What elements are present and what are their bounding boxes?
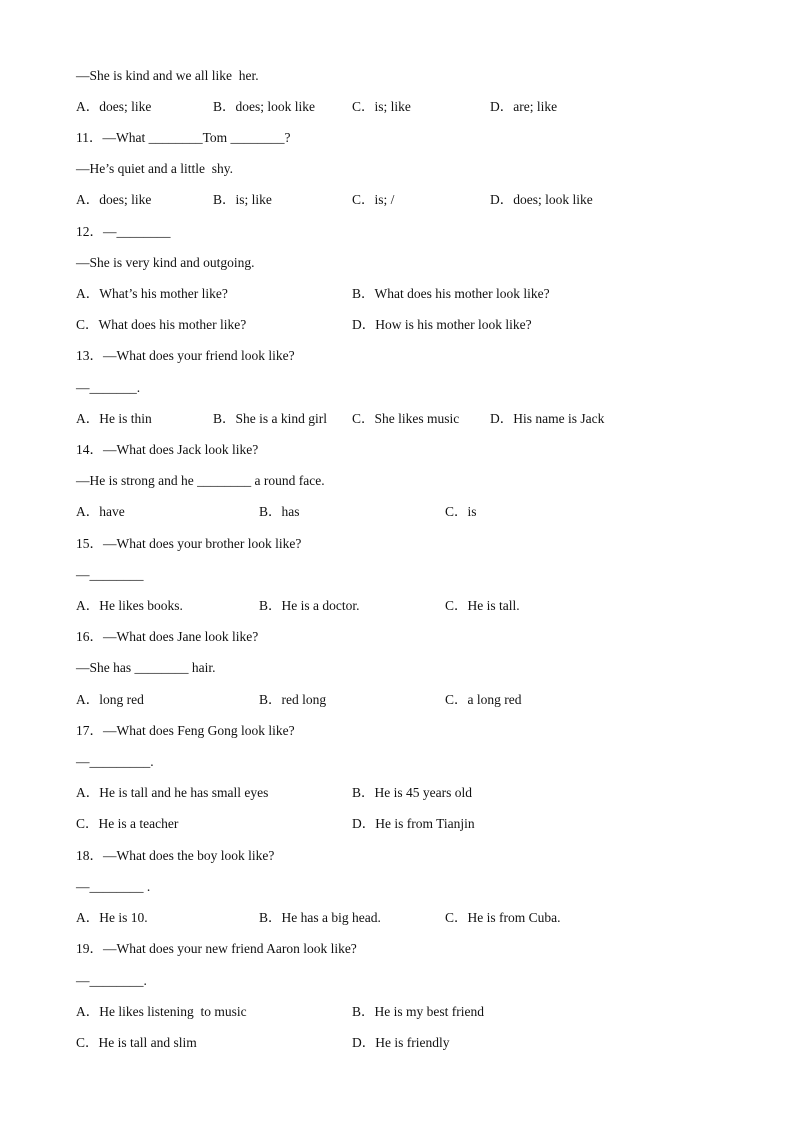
- option-a: A．He is tall and he has small eyes: [76, 785, 269, 800]
- option-d: D．He is from Tianjin: [352, 816, 475, 831]
- question-stem: 17．—What does Feng Gong look like?: [76, 723, 295, 738]
- option-a: A．does; like: [76, 99, 152, 114]
- option-d: D．He is friendly: [352, 1035, 450, 1050]
- option-a: A．What’s his mother like?: [76, 286, 228, 301]
- question-answer-line: —She is kind and we all like her.: [76, 68, 259, 83]
- option-d: D．His name is Jack: [490, 411, 605, 426]
- option-b: B．He is my best friend: [352, 1004, 484, 1019]
- option-c: C．is; /: [352, 192, 395, 207]
- question-stem: 13．—What does your friend look like?: [76, 348, 295, 363]
- option-b: B．He has a big head.: [259, 910, 381, 925]
- option-c: C．He is from Cuba.: [445, 910, 561, 925]
- question-answer-line: —_________.: [76, 754, 154, 769]
- option-b: B．He is a doctor.: [259, 598, 360, 613]
- option-c: C．is; like: [352, 99, 411, 114]
- option-b: B．red long: [259, 692, 327, 707]
- option-c: C．a long red: [445, 692, 522, 707]
- option-a: A．long red: [76, 692, 144, 707]
- option-d: D．does; look like: [490, 192, 593, 207]
- option-c: C．is: [445, 504, 477, 519]
- question-answer-line: —________ .: [76, 879, 151, 894]
- question-answer-line: —________.: [76, 973, 147, 988]
- option-c: C．He is tall and slim: [76, 1035, 197, 1050]
- question-answer-line: —He is strong and he ________ a round face.: [76, 473, 325, 488]
- question-answer-line: —She has ________ hair.: [76, 660, 216, 675]
- option-a: A．He is 10.: [76, 910, 148, 925]
- question-stem: 11．—What ________Tom ________?: [76, 130, 291, 145]
- option-a: A．He likes books.: [76, 598, 183, 613]
- option-a: A．does; like: [76, 192, 152, 207]
- option-a: A．He is thin: [76, 411, 152, 426]
- option-c: C．What does his mother like?: [76, 317, 247, 332]
- question-stem: 16．—What does Jane look like?: [76, 629, 259, 644]
- question-stem: 18．—What does the boy look like?: [76, 848, 275, 863]
- option-d: D．are; like: [490, 99, 558, 114]
- option-b: B．He is 45 years old: [352, 785, 472, 800]
- option-a: A．He likes listening to music: [76, 1004, 247, 1019]
- question-answer-line: —_______.: [76, 380, 141, 395]
- option-c: C．He is a teacher: [76, 816, 179, 831]
- question-stem: 14．—What does Jack look like?: [76, 442, 259, 457]
- option-c: C．He is tall.: [445, 598, 520, 613]
- question-answer-line: —________: [76, 567, 144, 582]
- question-answer-line: —He’s quiet and a little shy.: [76, 161, 233, 176]
- question-stem: 12．—________: [76, 224, 171, 239]
- question-stem: 19．—What does your new friend Aaron look like?: [76, 941, 357, 956]
- option-b: B．What does his mother look like?: [352, 286, 550, 301]
- question-answer-line: —She is very kind and outgoing.: [76, 255, 255, 270]
- option-a: A．have: [76, 504, 125, 519]
- option-b: B．has: [259, 504, 300, 519]
- option-b: B．does; look like: [213, 99, 315, 114]
- option-c: C．She likes music: [352, 411, 460, 426]
- option-d: D．How is his mother look like?: [352, 317, 532, 332]
- question-stem: 15．—What does your brother look like?: [76, 536, 302, 551]
- option-b: B．She is a kind girl: [213, 411, 327, 426]
- option-b: B．is; like: [213, 192, 272, 207]
